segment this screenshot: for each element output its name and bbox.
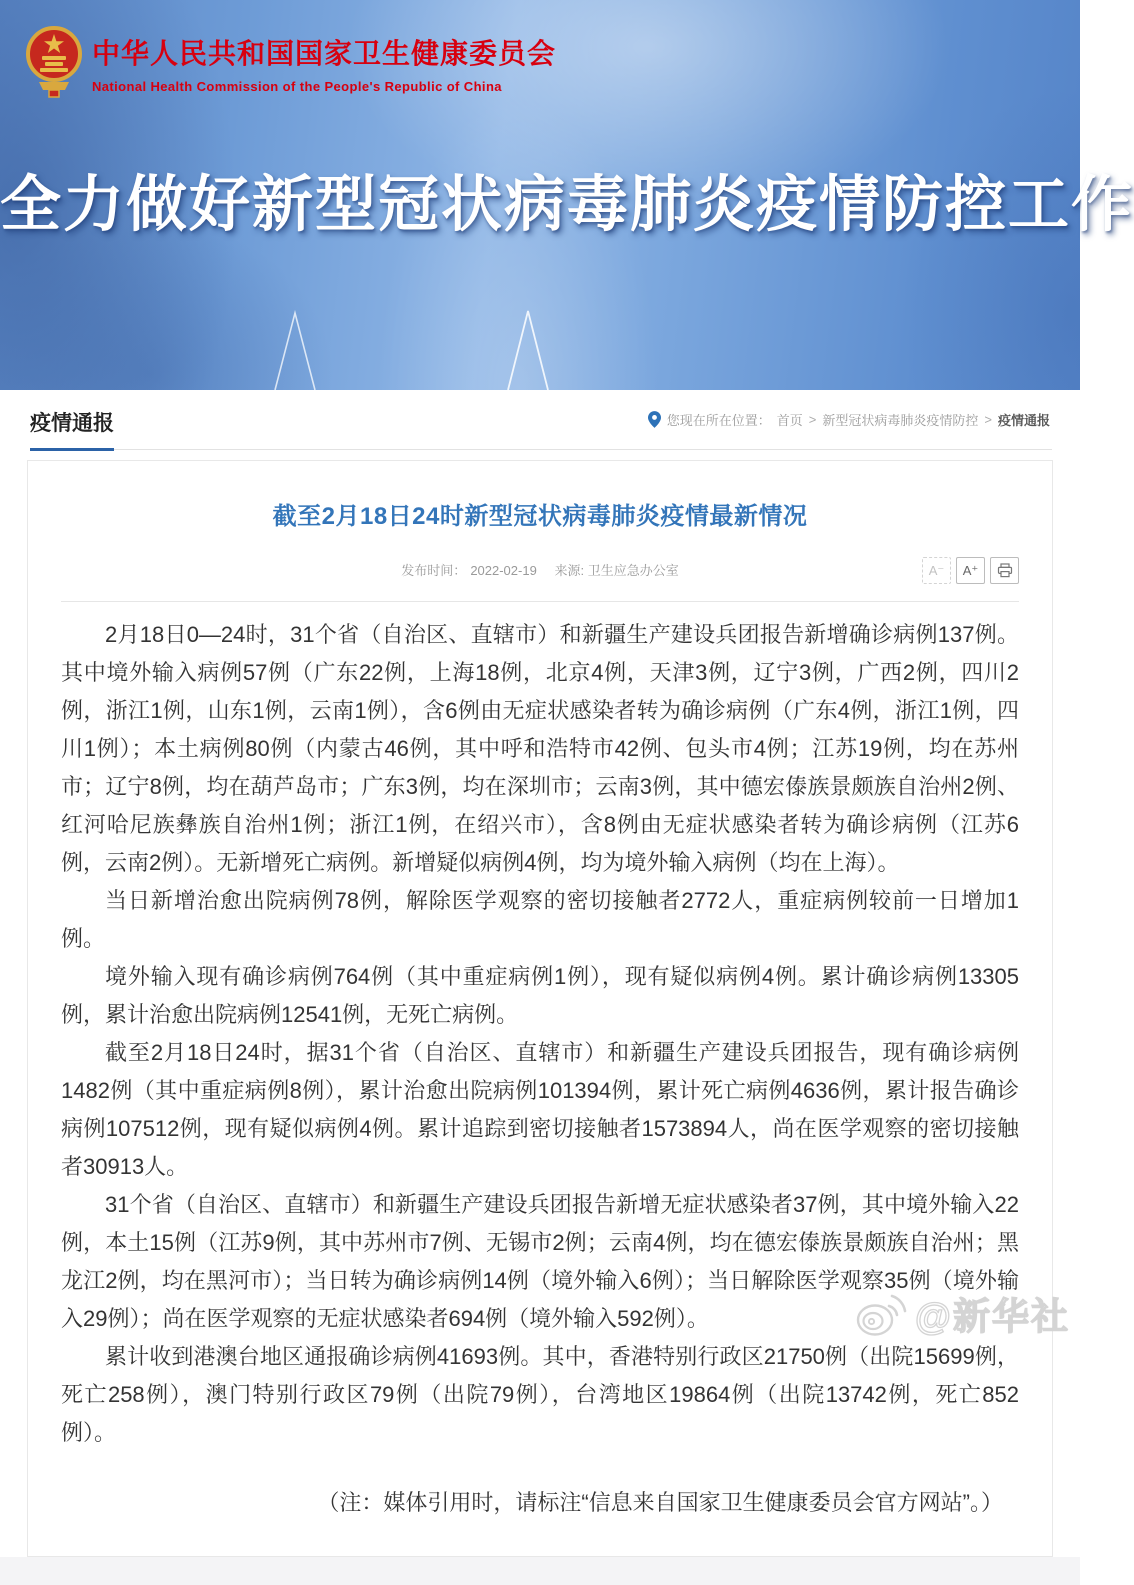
- source-value: 卫生应急办公室: [587, 563, 679, 578]
- font-decrease-button[interactable]: A⁻: [922, 557, 951, 584]
- page-bottom-strip: [0, 1557, 1080, 1585]
- ecg-pulse-decoration: [0, 305, 700, 390]
- breadcrumb-row: [0, 390, 1080, 460]
- site-header: [25, 24, 556, 98]
- china-national-emblem-icon: [25, 24, 83, 98]
- font-increase-button[interactable]: A⁺: [956, 557, 985, 584]
- breadcrumb-location-label: 您现在所在位置：: [666, 413, 771, 428]
- section-title: 疫情通报: [30, 407, 114, 451]
- banner-slogan: 全力做好新型冠状病毒肺炎疫情防控工作: [0, 170, 1134, 238]
- weibo-logo-icon: [853, 1288, 911, 1338]
- source-label: 来源:: [554, 563, 585, 578]
- breadcrumb-separator: >: [808, 412, 817, 427]
- divider-line: [30, 449, 1052, 450]
- breadcrumb: [648, 410, 1050, 429]
- publish-time-label: 发布时间：: [401, 563, 467, 578]
- article-meta: [61, 557, 1019, 585]
- paragraph: 境外输入现有确诊病例764例（其中重症病例1例），现有疑似病例4例。累计确诊病例13305例，累计治愈出院病例12541例，无死亡病例。: [61, 964, 1019, 1027]
- font-size-toolbar: [922, 557, 1019, 584]
- breadcrumb-section-link[interactable]: 新型冠状病毒肺炎疫情防控: [822, 413, 979, 428]
- site-name-english: National Health Commission of the People's Republic of China: [92, 79, 502, 94]
- top-banner: [0, 0, 1134, 390]
- site-name: 中华人民共和国国家卫生健康委员会: [92, 38, 557, 69]
- xinhua-watermark: [853, 1286, 1070, 1340]
- meta-divider-line: [61, 601, 1019, 602]
- article-title: 截至2月18日24时新型冠状病毒肺炎疫情最新情况: [272, 503, 808, 530]
- paragraph: 当日新增治愈出院病例78例，解除医学观察的密切接触者2772人，重症病例较前一日增加1例。: [61, 888, 1019, 951]
- paragraph: 2月18日0—24时，31个省（自治区、直辖市）和新疆生产建设兵团报告新增确诊病例137例。其中境外输入病例57例（广东22例，上海18例，北京4例，天津3例，辽宁3例，广西2例，四川2例，浙江1例，山东1例，云南1例），含6例由无症状感染者转为确诊病例（广东4例，浙江1例，四川1例）；本土病例80例（内蒙古46例，其中呼和浩特市42例、包头市4例；江苏19例，均在苏州市；辽宁8例，均在葫芦岛市；广东3例，均在深圳市；云南3例，其中德宏傣族景颇族自治州2例、红河哈尼族彝族自治州1例；浙江1例，在绍兴市），含8例由无症状感染者转为确诊病例（江苏6例，云南2例）。无新增死亡病例。新增疑似病例4例，均为境外输入病例（均在上海）。: [61, 622, 1019, 875]
- watermark-text: @新华社: [914, 1296, 1070, 1337]
- paragraph: 31个省（自治区、直辖市）和新疆生产建设兵团报告新增无症状感染者37例，其中境外输入22例，本土15例（江苏9例，其中苏州市7例、无锡市2例；云南4例，均在德宏傣族景颇族自治州；黑龙江2例，均在黑河市）；当日转为确诊病例14例（境外输入6例）；当日解除医学观察35例（境外输入29例）；尚在医学观察的无症状感染者694例（境外输入592例）。: [61, 1192, 1019, 1331]
- print-button[interactable]: [990, 557, 1019, 584]
- paragraph: 截至2月18日24时，据31个省（自治区、直辖市）和新疆生产建设兵团报告，现有确诊病例1482例（其中重症病例8例），累计治愈出院病例101394例，累计死亡病例4636例，累计报告确诊病例107512例，现有疑似病例4例。累计追踪到密切接触者1573894人，尚在医学观察的密切接触者30913人。: [61, 1040, 1019, 1179]
- citation-note: （注：媒体引用时，请标注“信息来自国家卫生健康委员会官方网站”。）: [317, 1490, 1003, 1515]
- article-container: [27, 460, 1053, 1557]
- printer-icon: [997, 563, 1013, 578]
- breadcrumb-home-link[interactable]: 首页: [776, 413, 803, 428]
- breadcrumb-separator: >: [984, 412, 992, 427]
- breadcrumb-current-page: 疫情通报: [997, 413, 1050, 428]
- location-pin-icon: [648, 411, 661, 428]
- paragraph: 累计收到港澳台地区通报确诊病例41693例。其中，香港特别行政区21750例（出院15699例，死亡258例），澳门特别行政区79例（出院79例），台湾地区19864例（出院13742例，死亡852例）。: [61, 1344, 1019, 1445]
- publish-date: 2022-02-19: [470, 563, 537, 578]
